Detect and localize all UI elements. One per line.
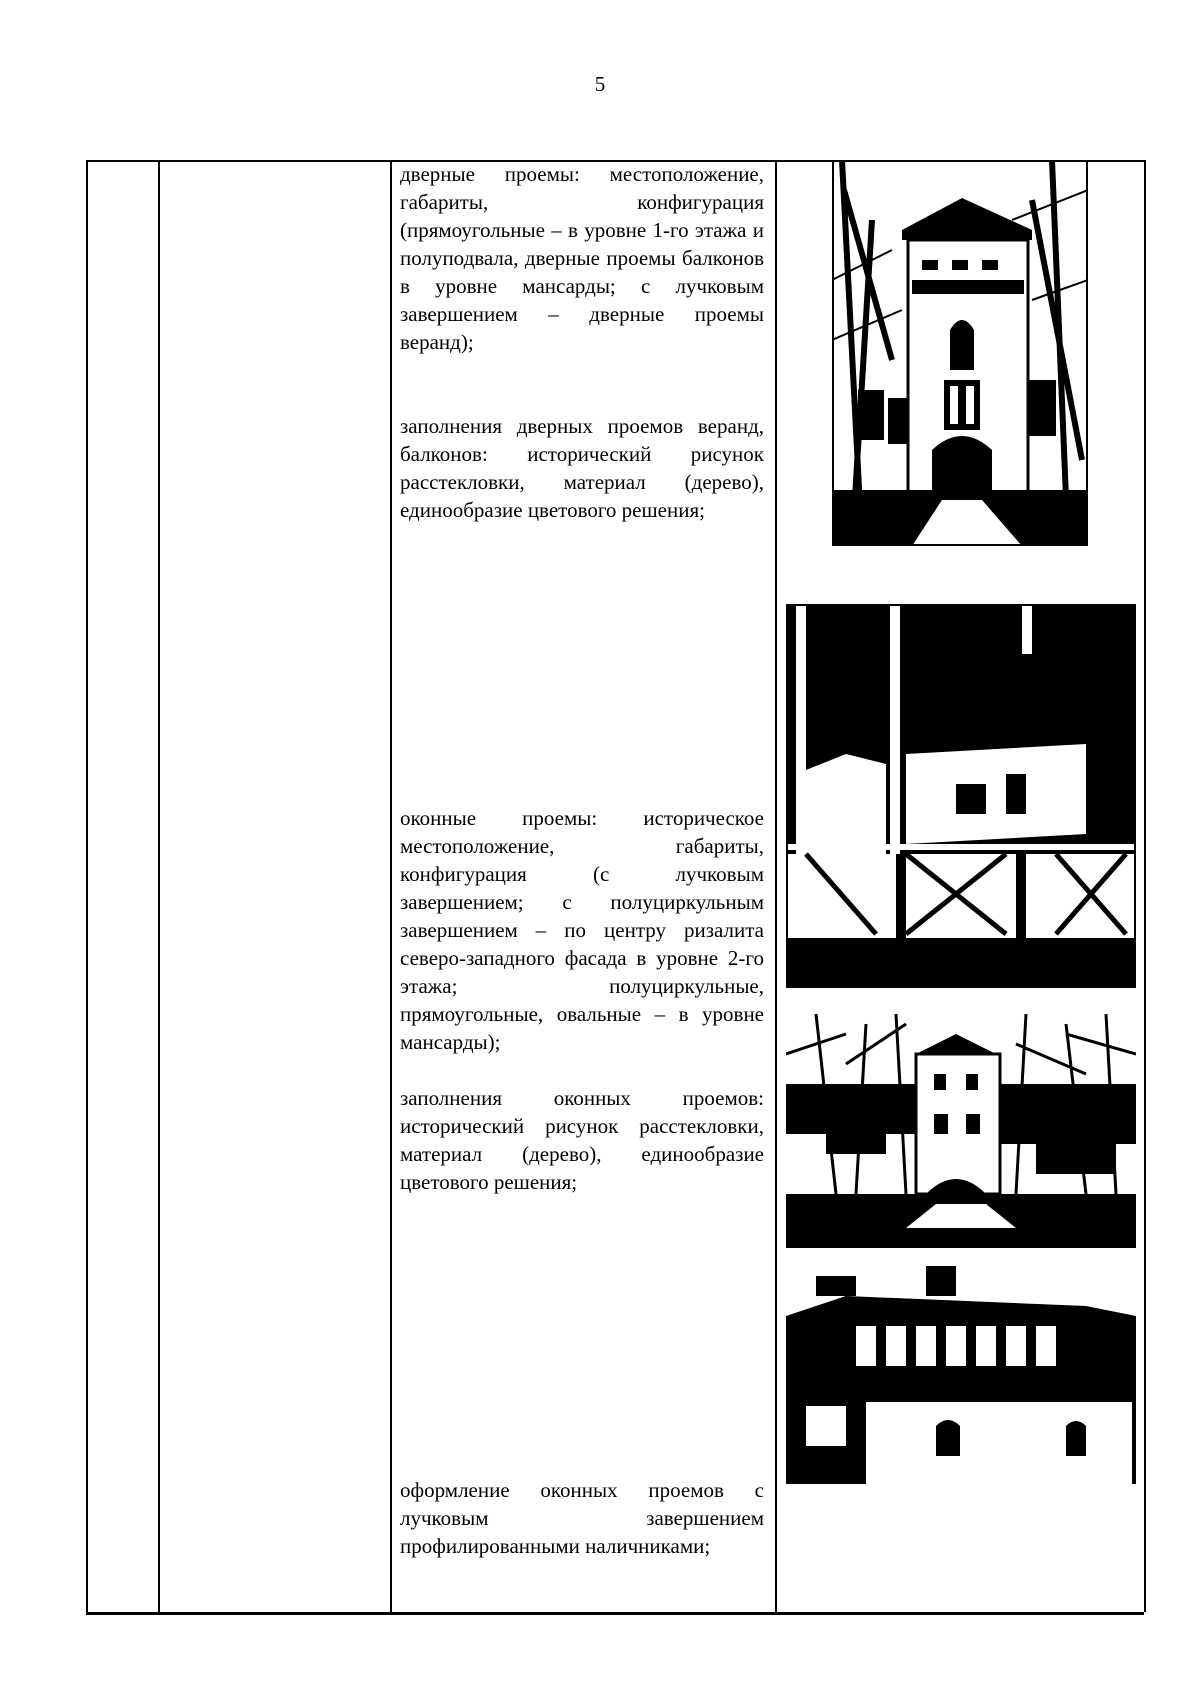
photo-facade-entrance: [832, 160, 1088, 546]
table-column-divider: [158, 160, 160, 1612]
table-column-divider: [1144, 160, 1146, 1612]
paragraph-door-openings: дверные проемы: местоположение, габариты, конфигурация (прямоугольные – в уровне 1-го этажа и полуподвала, дверные проемы балконов в уровне мансарды; с лучковым завершением – дверные проемы веранд);: [400, 162, 764, 354]
paragraph-window-trim: оформление оконных проемов с лучковым завершением профилированными наличниками;: [400, 1478, 764, 1558]
paragraph-window-fillings: заполнения оконных проемов: исторический рисунок расстекловки, материал (дерево), единообразие цветового решения;: [400, 1086, 764, 1194]
paragraph-window-openings: оконные проемы: историческое местоположение, габариты, конфигурация (с лучковым завершением; с полуциркульным завершением – по центру ризалита северо-западного фасада в уровне 2-го этажа; полуциркульные, прямоугольные, овальные – в уровне мансарды);: [400, 806, 764, 1054]
photo-veranda-windows: [786, 1256, 1136, 1484]
table-column-divider: [86, 160, 88, 1612]
paragraph-door-fillings: заполнения дверных проемов веранд, балконов: исторический рисунок расстекловки, материал (дерево), единообразие цветового решения;: [400, 414, 764, 522]
photo-building-trees: [786, 1014, 1136, 1248]
table-column-divider: [775, 160, 777, 1612]
page-number: 5: [594, 72, 606, 96]
photo-veranda-railing: [786, 604, 1136, 988]
table-column-divider: [390, 160, 392, 1612]
